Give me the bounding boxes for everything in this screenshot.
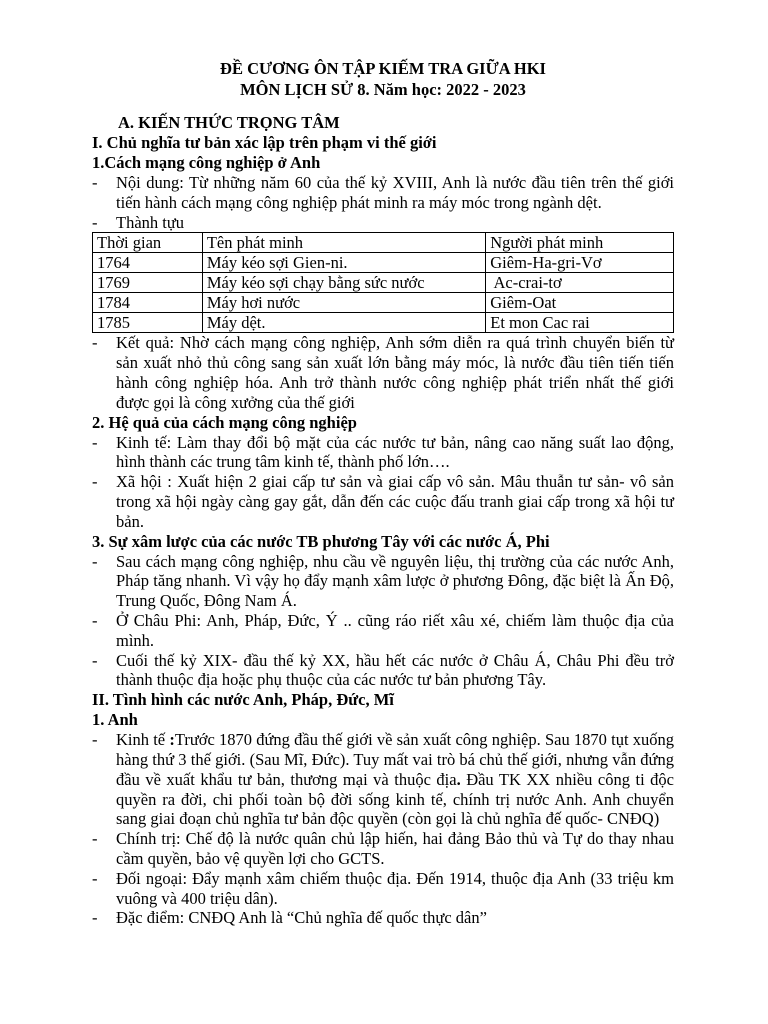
table-cell: 1769 — [93, 273, 203, 293]
table-cell: Giêm-Ha-gri-Vơ — [486, 253, 674, 273]
subsection-1-heading: 1.Cách mạng công nghiệp ở Anh — [92, 153, 321, 172]
table-header-cell: Tên phát minh — [202, 233, 485, 253]
table-row — [93, 313, 674, 333]
table-cell: Máy dệt. — [202, 313, 485, 333]
subsection-anh-heading: 1. Anh — [92, 710, 138, 730]
table-cell: Et mon Cac rai — [486, 313, 674, 333]
bullet-xa-hoi: - Xã hội : Xuất hiện 2 giai cấp tư sản và giai cấp vô sản. Mâu thuẫn tư sản- vô sản trong xã hội ngày càng gay gắt, dẫn đến các cuộc đấu tranh giai cấp trong xã hội tư bản. — [92, 472, 674, 531]
table-cell: Máy hơi nước — [202, 293, 485, 313]
bullet-anh-dac-diem: - Đặc điểm: CNĐQ Anh là “Chủ nghĩa đế quốc thực dân” — [92, 908, 487, 928]
table-header-cell: Người phát minh — [486, 233, 674, 253]
table-cell: Máy kéo sợi Gien-ni. — [202, 253, 485, 273]
subsection-2-heading: 2. Hệ quả của cách mạng công nghiệp — [92, 412, 357, 432]
section-a-heading: A. KIẾN THỨC TRỌNG TÂM — [118, 113, 340, 132]
bullet-kinh-te: - Kinh tế: Làm thay đổi bộ mặt của các nước tư bản, nâng cao năng suất lao động, hình thành các trung tâm kinh tế, thành phố lớn…. — [92, 432, 674, 472]
bullet-anh-doi-ngoai: - Đối ngoại: Đẩy mạnh xâm chiếm thuộc địa. Đến 1914, thuộc địa Anh (33 triệu km vuông và 400 triệu dân). — [92, 868, 674, 908]
section-I-heading: I. Chủ nghĩa tư bản xác lập trên phạm vi thế giới — [92, 133, 437, 152]
subsection-3-heading: 3. Sự xâm lược của các nước TB phương Tây với các nước Á, Phi — [92, 531, 550, 551]
bullet-anh-kinh-te: - Kinh tế :Trước 1870 đứng đầu thế giới về sản xuất công nghiệp. Sau 1870 tụt xuống hàng thứ 3 thế giới. (Sau Mĩ, Đức). Tuy mất vai trò bá chủ thế giới, nhưng vẫn đứng đầu về xuất khẩu tư bản, thương mại và thuộc địa. Đầu TK XX nhiều công ti độc quyền ra đời, chi phối toàn bộ đời sống kinh tế, chính trị nước Anh. Anh chuyển sang giai đoạn chủ nghĩa tư bản độc quyền (còn gọi là chủ nghĩa đế quốc- CNĐQ) — [92, 730, 674, 829]
document-title-line2: MÔN LỊCH SỬ 8. Năm học: 2022 - 2023 — [240, 80, 526, 99]
table-cell: Ac-crai-tơ — [486, 273, 674, 293]
table-row — [93, 273, 674, 293]
bullet-xam-luoc-phuong-dong: - Sau cách mạng công nghiệp, nhu cầu về nguyên liệu, thị trường của các nước Anh, Pháp tăng nhanh. Vì vậy họ đẩy mạnh xâm lược ở phương Đông, đặc biệt là Ấn Độ, Trung Quốc, Đông Nam Á. — [92, 551, 674, 611]
table-cell: 1785 — [93, 313, 203, 333]
bullet-noi-dung: - Nội dung: Từ những năm 60 của thế kỷ XVIII, Anh là nước đầu tiên trên thế giới tiến hành cách mạng công nghiệp phát minh ra máy móc trong ngành dệt. — [92, 173, 674, 212]
table-row — [93, 293, 674, 313]
table-header-cell: Thời gian — [93, 233, 203, 253]
table-cell: Máy kéo sợi chạy bằng sức nước — [202, 273, 485, 293]
bullet-cuoi-the-ky: - Cuối thế kỷ XIX- đầu thế kỷ XX, hầu hết các nước ở Châu Á, Châu Phi đều trở thành thuộc địa hoặc phụ thuộc của các nước tư bản phương Tây. — [92, 650, 674, 690]
document-title-line1: ĐỀ CƯƠNG ÔN TẬP KIẾM TRA GIỮA HKI — [220, 59, 546, 78]
table-row — [93, 253, 674, 273]
section-II-heading: II. Tình hình các nước Anh, Pháp, Đức, Mĩ — [92, 690, 394, 710]
bullet-ket-qua: - Kết quả: Nhờ cách mạng công nghiệp, Anh sớm diễn ra quá trình chuyển biến từ sản xuất nhỏ thủ công sang sản xuất lớn bằng máy móc, là nước đầu tiên tiến tiến hành công nghiệp hóa. Anh trở thành nước công nghiệp phát triển nhất thế giới được gọi là công xưởng của thế giới — [92, 333, 674, 412]
bullet-chau-phi: - Ở Châu Phi: Anh, Pháp, Đức, Ý .. cũng ráo riết xâu xé, chiếm làm thuộc địa của mình. — [92, 610, 674, 650]
table-header-row — [93, 233, 674, 253]
table-cell: 1784 — [93, 293, 203, 313]
bullet-anh-chinh-tri: - Chính trị: Chế độ là nước quân chủ lập hiến, hai đảng Bảo thủ và Tự do thay nhau cầm quyền, bảo vệ quyền lợi cho GCTS. — [92, 829, 674, 868]
achievements-table — [92, 232, 674, 333]
table-cell: 1764 — [93, 253, 203, 273]
document-page — [92, 58, 674, 928]
bullet-thanh-tuu: - Thành tựu — [92, 212, 185, 232]
table-cell: Giêm-Oat — [486, 293, 674, 313]
